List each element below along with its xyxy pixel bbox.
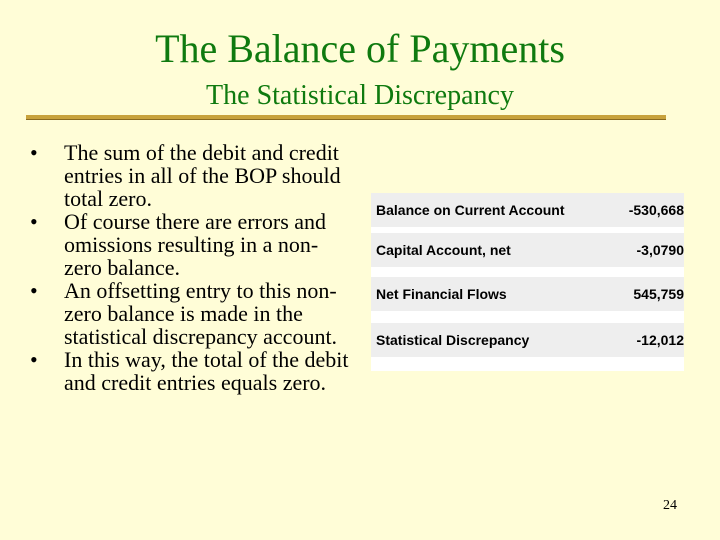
table-row [371,233,684,267]
slide-subtitle: The Statistical Discrepancy [206,80,514,111]
row-label: Net Financial Flows [376,286,507,302]
row-label: Capital Account, net [376,242,511,258]
row-value: 545,759 [633,286,684,302]
row-value: -3,0790 [636,242,684,258]
row-label: Balance on Current Account [376,202,565,218]
bullet-item: • Of course there are errors and omissions resulting in a non-zero balance. [30,210,350,279]
row-label: Statistical Discrepancy [376,332,530,348]
row-value: -530,668 [628,202,684,218]
slide-title: The Balance of Payments [155,26,565,71]
table-row [371,323,684,357]
bullet-item: • The sum of the debit and credit entries in all of the BOP should total zero. [30,141,350,210]
bullet-list [30,141,350,394]
page-number: 24 [663,498,677,513]
title-divider [26,115,666,120]
row-value: -12,012 [636,332,684,348]
table-row [371,277,684,311]
table-row [371,193,684,227]
bop-table [371,193,684,371]
bullet-item: • An offsetting entry to this non-zero balance is made in the statistical discrepancy account. [30,279,350,348]
bullet-item: • In this way, the total of the debit and credit entries equals zero. [30,348,350,394]
